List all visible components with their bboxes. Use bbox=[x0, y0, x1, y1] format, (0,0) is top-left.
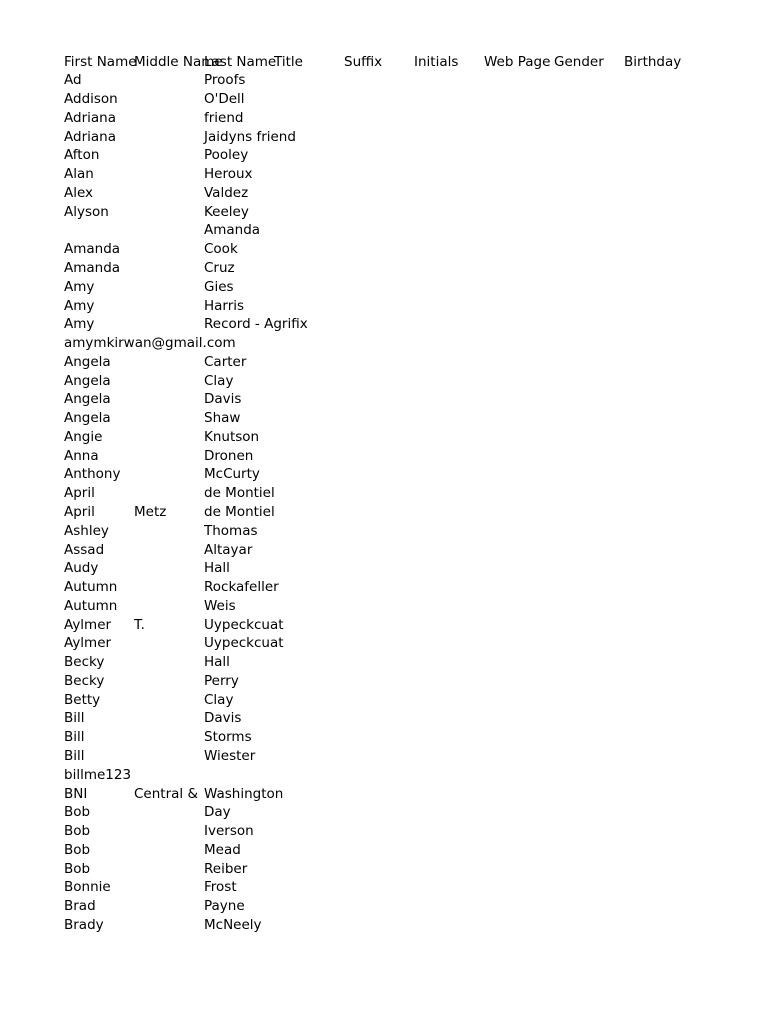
cell-last-name: Valdez bbox=[204, 184, 249, 201]
table-row bbox=[0, 822, 768, 841]
cell-last-name: Clay bbox=[204, 691, 234, 708]
table-row bbox=[0, 672, 768, 691]
cell-last-name: Knutson bbox=[204, 428, 260, 445]
table-row bbox=[0, 803, 768, 822]
table-row bbox=[0, 203, 768, 222]
cell-last-name: Day bbox=[204, 804, 231, 821]
cell-middle-name: T. bbox=[134, 616, 145, 633]
cell-middle-name: Central & bbox=[134, 785, 198, 802]
table-row bbox=[0, 428, 768, 447]
table-row bbox=[0, 465, 768, 484]
table-row bbox=[0, 71, 768, 90]
cell-last-name: Payne bbox=[204, 898, 245, 915]
table-row bbox=[0, 578, 768, 597]
cell-first-name: Ashley bbox=[64, 522, 109, 539]
table-row bbox=[0, 90, 768, 109]
cell-first-name: April bbox=[64, 503, 95, 520]
table-row bbox=[0, 297, 768, 316]
cell-last-name: Dronen bbox=[204, 447, 254, 464]
cell-first-name: Bob bbox=[64, 823, 91, 840]
table-row bbox=[0, 860, 768, 879]
cell-last-name: Uypeckcuat bbox=[204, 616, 284, 633]
table-row bbox=[0, 259, 768, 278]
cell-first-name: Brady bbox=[64, 916, 104, 933]
cell-last-name: Mead bbox=[204, 841, 241, 858]
table-row bbox=[0, 785, 768, 804]
table-row bbox=[0, 184, 768, 203]
cell-first-name: Betty bbox=[64, 691, 101, 708]
cell-first-name: Anna bbox=[64, 447, 99, 464]
cell-first-name: Afton bbox=[64, 147, 100, 164]
cell-first-name: Angela bbox=[64, 391, 111, 408]
column-header: Middle Name bbox=[134, 53, 223, 70]
cell-first-name: Bob bbox=[64, 841, 91, 858]
column-header: Last Name bbox=[204, 53, 277, 70]
table-row bbox=[0, 484, 768, 503]
cell-last-name: Wiester bbox=[204, 747, 256, 764]
cell-last-name: Weis bbox=[204, 597, 236, 614]
cell-first-name: Anthony bbox=[64, 466, 121, 483]
column-header: Birthday bbox=[624, 53, 682, 70]
table-row bbox=[0, 728, 768, 747]
cell-last-name: Hall bbox=[204, 654, 230, 671]
cell-first-name: Autumn bbox=[64, 597, 118, 614]
cell-first-name: Addison bbox=[64, 91, 118, 108]
cell-first-name: Amy bbox=[64, 297, 95, 314]
cell-first-name: Angela bbox=[64, 353, 111, 370]
cell-first-name: Amanda bbox=[64, 259, 121, 276]
cell-first-name: Bonnie bbox=[64, 879, 111, 896]
table-row bbox=[0, 334, 768, 353]
table-row bbox=[0, 390, 768, 409]
cell-last-name: Clay bbox=[204, 372, 234, 389]
table-row bbox=[0, 240, 768, 259]
table-row bbox=[0, 503, 768, 522]
cell-last-name: McCurty bbox=[204, 466, 260, 483]
cell-last-name: Shaw bbox=[204, 410, 241, 427]
cell-first-name: Bob bbox=[64, 860, 91, 877]
cell-first-name: Becky bbox=[64, 654, 105, 671]
cell-first-name: Amanda bbox=[64, 241, 121, 258]
table-row bbox=[0, 109, 768, 128]
cell-first-name: billme123 bbox=[64, 766, 132, 783]
cell-last-name: Davis bbox=[204, 710, 242, 727]
column-header: Suffix bbox=[344, 53, 383, 70]
header-row bbox=[0, 53, 768, 72]
cell-first-name: Amy bbox=[64, 316, 95, 333]
cell-last-name: Carter bbox=[204, 353, 247, 370]
cell-last-name: Washington bbox=[204, 785, 284, 802]
table-row bbox=[0, 897, 768, 916]
cell-last-name: Pooley bbox=[204, 147, 249, 164]
cell-first-name: Angie bbox=[64, 428, 103, 445]
cell-last-name: Thomas bbox=[204, 522, 258, 539]
table-row bbox=[0, 653, 768, 672]
cell-first-name: Aylmer bbox=[64, 635, 112, 652]
cell-first-name: Bob bbox=[64, 804, 91, 821]
table-row bbox=[0, 128, 768, 147]
table-row bbox=[0, 634, 768, 653]
cell-last-name: Davis bbox=[204, 391, 242, 408]
table-row bbox=[0, 372, 768, 391]
table-row bbox=[0, 146, 768, 165]
cell-first-name: Brad bbox=[64, 898, 96, 915]
column-header: First Name bbox=[64, 53, 137, 70]
cell-last-name: de Montiel bbox=[204, 503, 275, 520]
cell-first-name: Amy bbox=[64, 278, 95, 295]
cell-first-name: Alan bbox=[64, 166, 94, 183]
cell-last-name: Perry bbox=[204, 672, 239, 689]
cell-first-name: Autumn bbox=[64, 579, 118, 596]
table-row bbox=[0, 409, 768, 428]
cell-last-name: Proofs bbox=[204, 72, 246, 89]
table-row bbox=[0, 447, 768, 466]
table-row bbox=[0, 691, 768, 710]
column-header: Gender bbox=[554, 53, 604, 70]
cell-last-name: Cruz bbox=[204, 259, 235, 276]
cell-first-name: Aylmer bbox=[64, 616, 112, 633]
table-row bbox=[0, 522, 768, 541]
cell-first-name: Bill bbox=[64, 710, 85, 727]
cell-first-name: Alex bbox=[64, 184, 94, 201]
cell-last-name: Altayar bbox=[204, 541, 253, 558]
table-row bbox=[0, 541, 768, 560]
cell-last-name: Harris bbox=[204, 297, 245, 314]
table-row bbox=[0, 841, 768, 860]
cell-last-name: Iverson bbox=[204, 823, 254, 840]
table-row bbox=[0, 916, 768, 935]
cell-first-name: Bill bbox=[64, 729, 85, 746]
cell-first-name: amymkirwan@gmail.com bbox=[64, 335, 236, 352]
cell-first-name: Ad bbox=[64, 72, 82, 89]
cell-last-name: Gies bbox=[204, 278, 234, 295]
cell-last-name: Rockafeller bbox=[204, 579, 279, 596]
cell-last-name: Record - Agrifix bbox=[204, 316, 308, 333]
cell-last-name: Hall bbox=[204, 560, 230, 577]
cell-last-name: de Montiel bbox=[204, 485, 275, 502]
cell-first-name: Angela bbox=[64, 372, 111, 389]
cell-first-name: Bill bbox=[64, 747, 85, 764]
cell-first-name: Audy bbox=[64, 560, 99, 577]
cell-last-name: Uypeckcuat bbox=[204, 635, 284, 652]
cell-last-name: Keeley bbox=[204, 203, 249, 220]
cell-first-name: Assad bbox=[64, 541, 105, 558]
cell-last-name: Frost bbox=[204, 879, 237, 896]
table-row bbox=[0, 709, 768, 728]
cell-first-name: Angela bbox=[64, 410, 111, 427]
cell-last-name: O'Dell bbox=[204, 91, 245, 108]
cell-first-name: Adriana bbox=[64, 128, 116, 145]
table-row bbox=[0, 559, 768, 578]
cell-last-name: Amanda bbox=[204, 222, 261, 239]
table-row bbox=[0, 278, 768, 297]
table-row bbox=[0, 165, 768, 184]
table-row bbox=[0, 878, 768, 897]
table-row bbox=[0, 353, 768, 372]
cell-last-name: Jaidyns friend bbox=[204, 128, 296, 145]
cell-last-name: Storms bbox=[204, 729, 252, 746]
table-row bbox=[0, 766, 768, 785]
table-row bbox=[0, 597, 768, 616]
column-header: Title bbox=[274, 53, 303, 70]
cell-last-name: Reiber bbox=[204, 860, 248, 877]
cell-last-name: Heroux bbox=[204, 166, 253, 183]
table-row bbox=[0, 616, 768, 635]
cell-last-name: McNeely bbox=[204, 916, 262, 933]
table-row bbox=[0, 221, 768, 240]
cell-first-name: BNI bbox=[64, 785, 88, 802]
cell-first-name: Adriana bbox=[64, 109, 116, 126]
column-header: Initials bbox=[414, 53, 459, 70]
cell-first-name: April bbox=[64, 485, 95, 502]
column-header: Web Page bbox=[484, 53, 551, 70]
cell-first-name: Alyson bbox=[64, 203, 109, 220]
cell-middle-name: Metz bbox=[134, 503, 167, 520]
cell-first-name: Becky bbox=[64, 672, 105, 689]
table-row bbox=[0, 747, 768, 766]
table-row bbox=[0, 315, 768, 334]
cell-last-name: friend bbox=[204, 109, 244, 126]
cell-last-name: Cook bbox=[204, 241, 238, 258]
